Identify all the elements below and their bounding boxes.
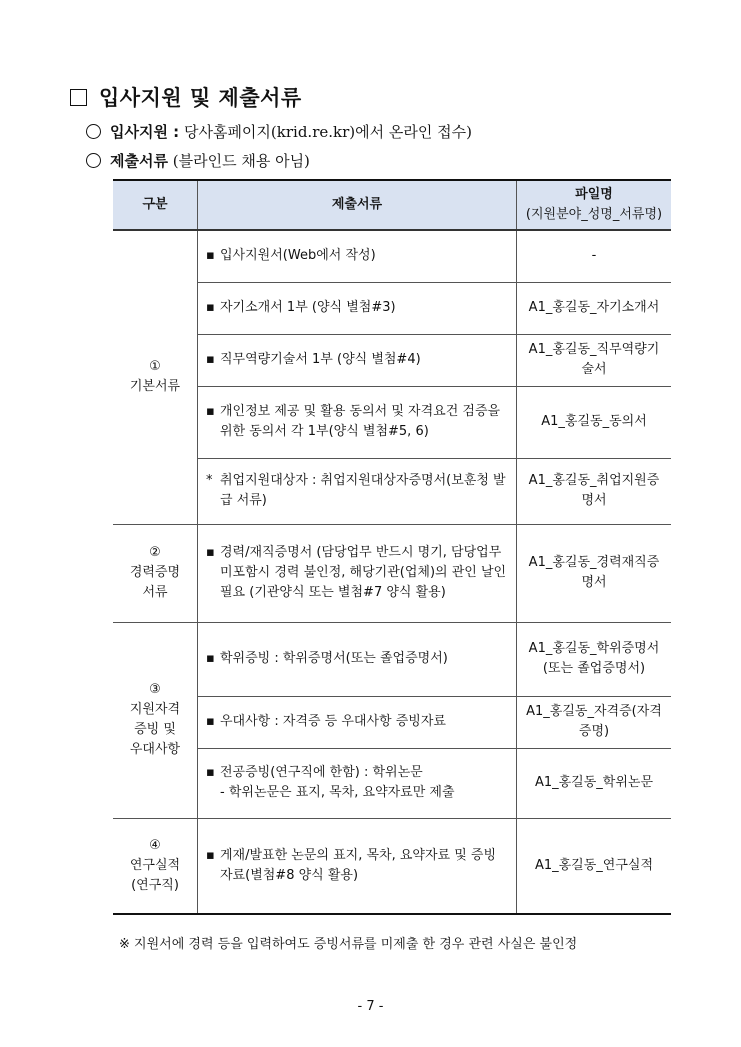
apply-key: 입사지원 :	[110, 123, 180, 141]
page-number: - 7 -	[357, 999, 384, 1014]
square-bullet-icon: ▪	[206, 847, 215, 863]
filename-text-alt: (또는 졸업증명서)	[542, 661, 646, 676]
table-header-row	[113, 180, 671, 230]
circle-bullet-icon	[86, 153, 101, 168]
filename-text: A1_홍길동_직무역량기술서	[528, 342, 660, 377]
table-row	[113, 282, 671, 334]
category-label: 기본서류	[129, 379, 181, 395]
category-label: 증빙 및	[134, 722, 176, 737]
document-cell	[198, 386, 517, 458]
filename-text: A1_홍길동_학위증명서	[528, 641, 660, 656]
document-cell	[198, 622, 517, 696]
filename-text: A1_홍길동_연구실적	[534, 857, 654, 873]
filename-text: A1_홍길동_경력재직증명서	[528, 555, 660, 590]
document-text: 취업지원대상자 : 취업지원대상자증명서(보훈청 발급 서류)	[220, 473, 506, 508]
square-bullet-icon: ▪	[206, 765, 215, 780]
document-cell	[198, 696, 517, 748]
filename-cell	[517, 748, 672, 818]
document-text: 게재/발표한 논문의 표지, 목차, 요약자료 및 증빙자료(별첨#8 양식 활용)	[220, 847, 497, 883]
square-bullet-icon: ▪	[206, 352, 215, 367]
square-bullet-icon: ▪	[206, 651, 215, 666]
square-bullet-icon: ▪	[206, 404, 215, 419]
documents-table	[113, 179, 671, 915]
document-text: 학위증빙 : 학위증명서(또는 졸업증명서)	[220, 651, 448, 666]
document-subtext: - 학위논문은 표지, 목차, 요약자료만 제출	[220, 785, 455, 800]
apply-desc: 당사홈페이지(krid.re.kr)에서 온라인 접수)	[183, 123, 472, 141]
document-cell	[198, 818, 517, 914]
document-text: 전공증빙(연구직에 한함) : 학위논문	[220, 765, 423, 780]
category-cell	[113, 230, 198, 524]
category-number: ④	[149, 837, 161, 853]
category-label: 경력증명	[129, 565, 181, 580]
square-bullet-icon: ▪	[206, 714, 215, 729]
table-row	[113, 230, 671, 282]
table-row	[113, 818, 671, 914]
document-cell	[198, 458, 517, 524]
header-category: 구분	[113, 180, 198, 230]
footnote: ※ 지원서에 경력 등을 입력하여도 증빙서류를 미제출 한 경우 관련 사실은 불인정	[119, 937, 578, 952]
category-label: (연구직)	[131, 877, 179, 893]
category-cell	[113, 524, 198, 622]
table-row	[113, 696, 671, 748]
document-cell	[198, 334, 517, 386]
category-number: ③	[149, 682, 161, 697]
square-bullet-icon: ▪	[206, 545, 215, 560]
document-text: 경력/재직증명서 (담당업무 반드시 명기, 담당업무 미포함시 경력 불인정, 해당기관(업체)의 관인 날인 필요 (기관양식 또는 별첨#7 양식 활용)	[220, 545, 507, 600]
filename-text: A1_홍길동_자기소개서	[528, 300, 660, 315]
filename-text: A1_홍길동_자격증(자격증명)	[526, 704, 662, 739]
square-bullet-icon: ▪	[206, 300, 215, 315]
filename-cell	[517, 334, 672, 386]
category-label: 우대사항	[129, 742, 181, 757]
document-cell	[198, 524, 517, 622]
circle-bullet-icon	[86, 124, 101, 139]
table-row	[113, 386, 671, 458]
category-label: 서류	[142, 585, 168, 600]
header-filename	[517, 180, 672, 230]
table-row	[113, 524, 671, 622]
apply-line	[86, 121, 472, 142]
filename-cell	[517, 230, 672, 282]
document-text: 개인정보 제공 및 활용 동의서 및 자격요건 검증을 위한 동의서 각 1부(양식 별첨#5, 6)	[220, 404, 501, 439]
header-filename-title: 파일명	[575, 187, 613, 202]
header-documents: 제출서류	[198, 180, 517, 230]
docs-desc: (블라인드 채용 아님)	[172, 152, 310, 170]
asterisk-icon: *	[206, 473, 213, 488]
section-heading	[70, 82, 302, 112]
table-row	[113, 622, 671, 696]
docs-key: 제출서류	[110, 152, 168, 170]
category-label: 연구실적	[129, 857, 181, 873]
filename-cell	[517, 524, 672, 622]
category-cell	[113, 622, 198, 818]
filename-cell	[517, 282, 672, 334]
checkbox-square-icon	[70, 89, 87, 106]
document-text: 자기소개서 1부 (양식 별첨#3)	[220, 300, 396, 315]
document-cell	[198, 748, 517, 818]
header-filename-sub: (지원분야_성명_서류명)	[525, 207, 663, 222]
filename-text: -	[591, 248, 597, 264]
table-row	[113, 458, 671, 524]
section-title: 입사지원 및 제출서류	[99, 86, 302, 110]
document-text: 우대사항 : 자격증 등 우대사항 증빙자료	[220, 714, 446, 729]
docs-line	[86, 150, 310, 171]
category-number: ②	[149, 545, 161, 560]
filename-cell	[517, 818, 672, 914]
category-label: 지원자격	[129, 702, 181, 717]
document-cell	[198, 282, 517, 334]
document-text: 직무역량기술서 1부 (양식 별첨#4)	[220, 352, 421, 367]
filename-text: A1_홍길동_동의서	[541, 414, 647, 429]
document-cell	[198, 230, 517, 282]
filename-cell	[517, 696, 672, 748]
filename-cell	[517, 386, 672, 458]
filename-text: A1_홍길동_취업지원증명서	[528, 473, 660, 508]
filename-cell	[517, 622, 672, 696]
table-body	[113, 230, 671, 914]
category-number: ①	[149, 359, 161, 375]
filename-text: A1_홍길동_학위논문	[534, 775, 654, 790]
document-text: 입사지원서(Web에서 작성)	[220, 248, 376, 264]
table-row	[113, 334, 671, 386]
category-cell	[113, 818, 198, 914]
filename-cell	[517, 458, 672, 524]
square-bullet-icon: ▪	[206, 248, 215, 264]
table-row	[113, 748, 671, 818]
